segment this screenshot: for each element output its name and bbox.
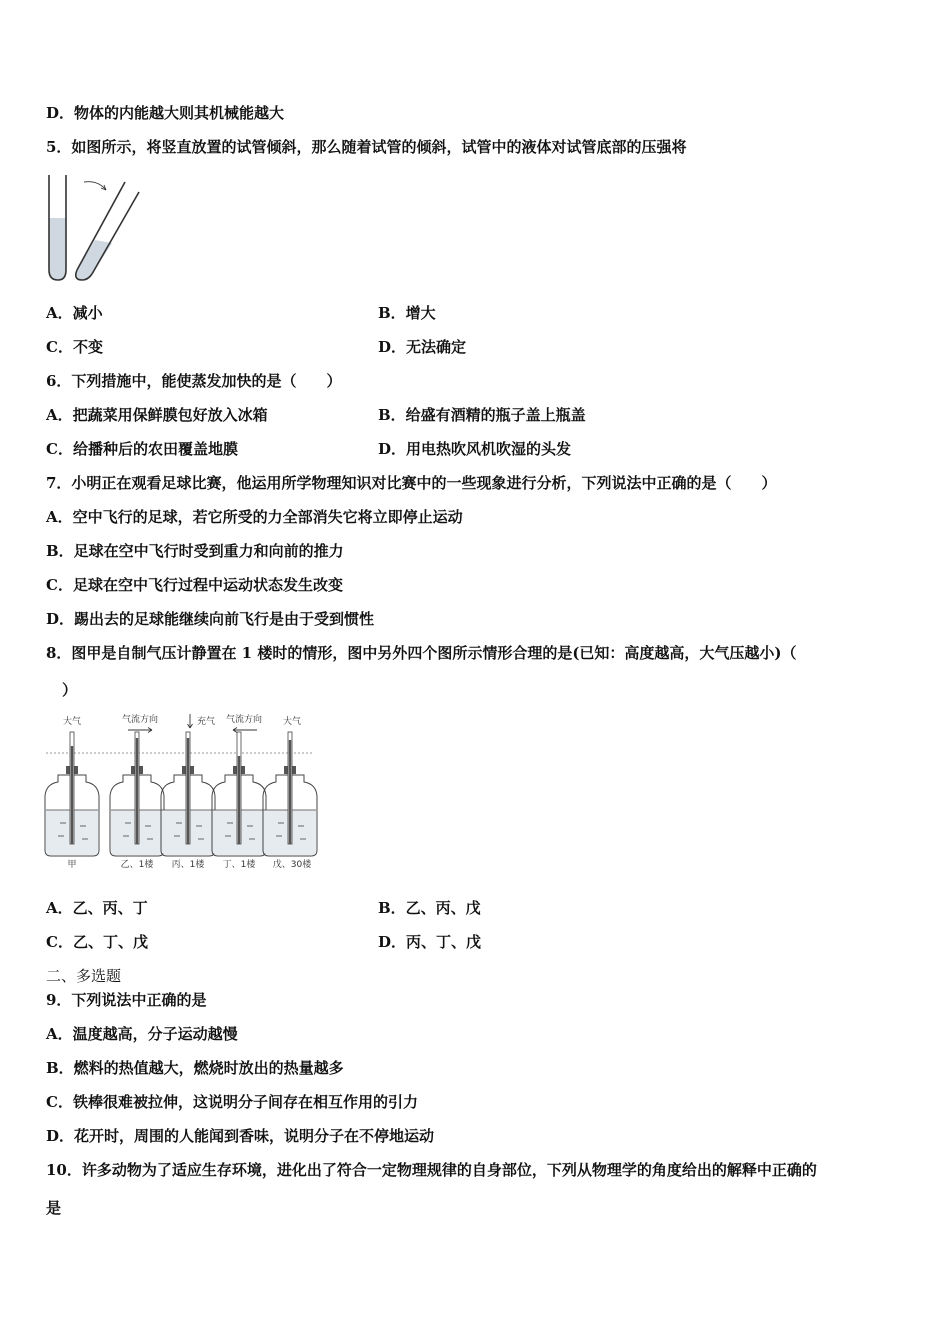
bottle-jia bbox=[45, 732, 99, 856]
bottle-wu bbox=[263, 732, 317, 856]
q8-option-c: C．乙、丁、戊 bbox=[46, 933, 148, 951]
q8-stem-line2: ） bbox=[62, 681, 78, 699]
q6-option-a: A．把蔬菜用保鲜膜包好放入冰箱 bbox=[46, 406, 268, 424]
q9-option-b: B．燃料的热值越大，燃烧时放出的热量越多 bbox=[46, 1059, 344, 1077]
bottle-ding bbox=[212, 732, 266, 856]
q10-stem-line2: 是 bbox=[46, 1199, 62, 1217]
label-bottom-jia: 甲 bbox=[67, 860, 77, 870]
label-top-yi: 气流方向 bbox=[121, 715, 159, 725]
q5-option-b: B．增大 bbox=[378, 304, 436, 322]
q10-stem-line1: 10．许多动物为了适应生存环境，进化出了符合一定物理规律的自身部位，下列从物理学的角度给出的解释中正确的 bbox=[46, 1161, 817, 1179]
q7-option-c: C．足球在空中飞行过程中运动状态发生改变 bbox=[46, 576, 343, 594]
label-bottom-ding: 丁、1楼 bbox=[222, 860, 256, 870]
label-top-jia: 大气 bbox=[62, 717, 82, 727]
q5-option-c: C．不变 bbox=[46, 338, 103, 356]
label-top-bing: 充气 bbox=[196, 717, 216, 727]
q9-stem: 9．下列说法中正确的是 bbox=[46, 991, 207, 1009]
q6-option-b: B．给盛有酒精的瓶子盖上瓶盖 bbox=[378, 406, 586, 424]
tilted-tube-right-wall bbox=[92, 192, 139, 274]
q9-option-a: A．温度越高，分子运动越慢 bbox=[46, 1025, 238, 1043]
label-bottom-bing: 丙、1楼 bbox=[171, 860, 205, 870]
q8-option-a: A．乙、丙、丁 bbox=[46, 899, 148, 917]
q9-option-c: C．铁棒很难被拉伸，这说明分子间存在相互作用的引力 bbox=[46, 1093, 418, 1111]
bottle-yi bbox=[110, 732, 164, 856]
q7-option-b: B．足球在空中飞行时受到重力和向前的推力 bbox=[46, 542, 344, 560]
q5-test-tube-figure bbox=[40, 170, 150, 285]
q7-option-a: A．空中飞行的足球，若它所受的力全部消失它将立即停止运动 bbox=[46, 508, 463, 526]
q4-option-d: D．物体的内能越大则其机械能越大 bbox=[46, 104, 285, 122]
label-top-wu: 大气 bbox=[282, 717, 302, 727]
vertical-tube-liquid bbox=[49, 218, 66, 283]
tilted-tube-liquid bbox=[76, 240, 112, 280]
q5-stem: 5．如图所示，将竖直放置的试管倾斜，那么随着试管的倾斜，试管中的液体对试管底部的压强将 bbox=[46, 138, 687, 156]
q7-option-d: D．踢出去的足球能继续向前飞行是由于受到惯性 bbox=[46, 610, 375, 628]
q6-option-c: C．给播种后的农田覆盖地膜 bbox=[46, 440, 238, 458]
q8-option-b: B．乙、丙、戊 bbox=[378, 899, 481, 917]
q8-option-d: D．丙、丁、戊 bbox=[378, 933, 482, 951]
q7-stem: 7．小明正在观看足球比赛，他运用所学物理知识对比赛中的一些现象进行分析，下列说法中正确的是（ ） bbox=[46, 474, 777, 492]
q5-option-d: D．无法确定 bbox=[378, 338, 467, 356]
q8-barometer-figure bbox=[44, 708, 319, 873]
q8-stem-line1: 8．图甲是自制气压计静置在 1 楼时的情形，图中另外四个图所示情形合理的是(已知：高度越高，大气压越小)（ bbox=[46, 644, 797, 662]
q6-stem: 6．下列措施中，能使蒸发加快的是（ ） bbox=[46, 372, 342, 390]
section-title-multiple-choice: 二、多选题 bbox=[46, 967, 122, 985]
label-top-ding: 气流方向 bbox=[225, 715, 263, 725]
q5-option-a: A．减小 bbox=[46, 304, 103, 322]
q6-option-d: D．用电热吹风机吹湿的头发 bbox=[378, 440, 572, 458]
q9-option-d: D．花开时，周围的人能闻到香味，说明分子在不停地运动 bbox=[46, 1127, 435, 1145]
bottle-bing bbox=[161, 732, 215, 856]
label-bottom-wu: 戊、30楼 bbox=[272, 860, 312, 870]
label-bottom-yi: 乙、1楼 bbox=[120, 860, 154, 870]
